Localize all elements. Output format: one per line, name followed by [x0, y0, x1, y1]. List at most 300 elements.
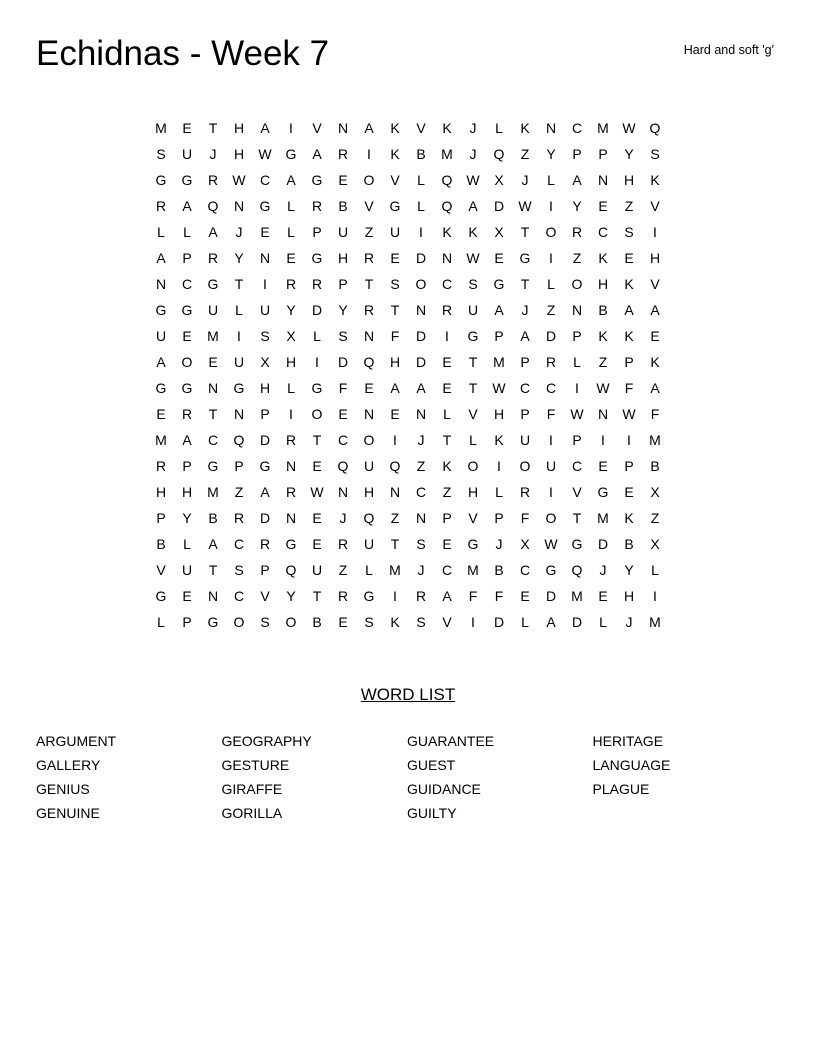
grid-letter: R	[415, 588, 427, 604]
grid-letter: M	[649, 614, 661, 630]
grid-letter: R	[181, 406, 193, 422]
grid-letter: A	[364, 120, 374, 136]
grid-letter: L	[417, 198, 425, 214]
grid-letter: C	[181, 276, 193, 292]
grid-letter: L	[365, 562, 373, 578]
grid-letter: T	[520, 276, 530, 292]
grid-letter: Z	[624, 198, 634, 214]
word-list-heading	[0, 684, 816, 706]
grid-letter: P	[182, 250, 192, 266]
grid-letter: O	[181, 354, 193, 370]
grid-letter: E	[338, 406, 348, 422]
grid-letter: G	[155, 302, 167, 318]
grid-letter: O	[363, 432, 375, 448]
grid-letter: H	[259, 380, 271, 396]
grid-letter: A	[156, 250, 166, 266]
grid-letter: W	[596, 380, 610, 396]
word-list-item: GALLERY	[36, 757, 101, 773]
grid-letter: P	[260, 406, 270, 422]
grid-letter: V	[390, 172, 400, 188]
grid-letter: I	[549, 198, 553, 214]
grid-letter: H	[389, 354, 401, 370]
grid-letter: I	[549, 432, 553, 448]
grid-letter: A	[546, 614, 556, 630]
grid-letter: U	[311, 562, 323, 578]
grid-letter: C	[441, 276, 453, 292]
grid-letter: S	[650, 146, 660, 162]
grid-letter: P	[260, 562, 270, 578]
grid-letter: L	[313, 328, 321, 344]
grid-letter: X	[520, 536, 530, 552]
grid-letter: Y	[572, 198, 582, 214]
grid-letter: T	[390, 536, 400, 552]
grid-letter: D	[597, 536, 609, 552]
grid-letter: J	[209, 146, 217, 162]
grid-letter: N	[207, 380, 219, 396]
grid-letter: G	[155, 172, 167, 188]
grid-letter: H	[467, 484, 479, 500]
grid-letter: G	[467, 536, 479, 552]
grid-letter: L	[521, 614, 529, 630]
grid-letter: L	[547, 276, 555, 292]
grid-letter: K	[624, 276, 634, 292]
grid-letter: E	[390, 250, 400, 266]
word-list-item: GIRAFFE	[221, 781, 283, 797]
grid-letter: D	[493, 198, 505, 214]
grid-letter: V	[468, 510, 478, 526]
grid-letter: I	[653, 224, 657, 240]
grid-letter: I	[367, 146, 371, 162]
grid-letter: K	[624, 510, 634, 526]
grid-letter: B	[494, 562, 504, 578]
grid-letter: R	[337, 536, 349, 552]
grid-letter: Y	[624, 146, 634, 162]
grid-letter: D	[545, 328, 557, 344]
grid-letter: U	[337, 224, 349, 240]
grid-letter: Z	[338, 562, 348, 578]
grid-letter: P	[442, 510, 452, 526]
grid-letter: Z	[442, 484, 452, 500]
grid-letter: J	[469, 120, 477, 136]
grid-letter: J	[495, 536, 503, 552]
grid-letter: A	[416, 380, 426, 396]
grid-letter: E	[338, 614, 348, 630]
grid-letter: V	[156, 562, 166, 578]
grid-letter: V	[468, 406, 478, 422]
grid-letter: E	[182, 120, 192, 136]
grid-letter: Q	[363, 354, 375, 370]
grid-letter: I	[315, 354, 319, 370]
grid-letter: N	[597, 172, 609, 188]
grid-letter: N	[571, 302, 583, 318]
grid-letter: L	[183, 536, 191, 552]
grid-letter: P	[520, 406, 530, 422]
grid-letter: A	[572, 172, 582, 188]
grid-letter: E	[650, 328, 660, 344]
grid-letter: L	[573, 354, 581, 370]
grid-letter: E	[182, 588, 192, 604]
word-list-item: LANGUAGE	[592, 757, 671, 773]
grid-letter: I	[497, 458, 501, 474]
grid-letter: U	[467, 302, 479, 318]
grid-letter: K	[650, 354, 660, 370]
grid-letter: O	[519, 458, 531, 474]
grid-letter: G	[363, 588, 375, 604]
grid-letter: O	[363, 172, 375, 188]
grid-letter: U	[363, 536, 375, 552]
grid-letter: I	[627, 432, 631, 448]
grid-letter: W	[544, 536, 558, 552]
grid-letter: I	[575, 380, 579, 396]
grid-letter: E	[338, 172, 348, 188]
grid-letter: P	[494, 328, 504, 344]
grid-letter: Q	[207, 198, 219, 214]
grid-letter: G	[181, 302, 193, 318]
grid-letter: I	[289, 406, 293, 422]
grid-letter: P	[520, 354, 530, 370]
grid-letter: T	[468, 354, 478, 370]
grid-letter: P	[598, 146, 608, 162]
grid-letter: G	[285, 146, 297, 162]
grid-letter: U	[155, 328, 167, 344]
grid-letter: Q	[441, 198, 453, 214]
grid-letter: Y	[338, 302, 348, 318]
grid-letter: I	[237, 328, 241, 344]
grid-letter: M	[597, 510, 609, 526]
grid-letter: D	[493, 614, 505, 630]
grid-letter: X	[286, 328, 296, 344]
word-list-item: ARGUMENT	[36, 733, 117, 749]
grid-letter: B	[338, 198, 348, 214]
word-list-item: GENIUS	[36, 781, 90, 797]
grid-letter: J	[599, 562, 607, 578]
grid-letter: L	[547, 172, 555, 188]
grid-letter: A	[208, 536, 218, 552]
page-title: Echidnas - Week 7	[36, 34, 330, 73]
grid-letter: E	[520, 588, 530, 604]
grid-letter: L	[157, 614, 165, 630]
grid-letter: U	[181, 562, 193, 578]
grid-letter: O	[545, 510, 557, 526]
grid-letter: L	[417, 172, 425, 188]
grid-letter: X	[260, 354, 270, 370]
grid-letter: C	[259, 172, 271, 188]
grid-letter: E	[442, 354, 452, 370]
grid-letter: W	[466, 250, 480, 266]
grid-letter: S	[416, 536, 426, 552]
grid-letter: Y	[286, 302, 296, 318]
grid-letter: U	[233, 354, 245, 370]
grid-letter: S	[260, 614, 270, 630]
letter-grid	[148, 115, 668, 635]
grid-letter: Q	[493, 146, 505, 162]
grid-letter: D	[311, 302, 323, 318]
grid-letter: D	[415, 328, 427, 344]
grid-letter: I	[289, 120, 293, 136]
grid-letter: M	[155, 120, 167, 136]
grid-letter: R	[363, 302, 375, 318]
grid-letter: G	[311, 172, 323, 188]
grid-letter: Z	[520, 146, 530, 162]
grid-letter: G	[571, 536, 583, 552]
grid-letter: N	[285, 458, 297, 474]
grid-letter: A	[494, 302, 504, 318]
grid-letter: T	[208, 120, 218, 136]
grid-letter: G	[181, 380, 193, 396]
grid-letter: E	[156, 406, 166, 422]
grid-letter: N	[389, 484, 401, 500]
grid-letter: H	[363, 484, 375, 500]
grid-letter: G	[259, 198, 271, 214]
grid-letter: H	[285, 354, 297, 370]
grid-letter: A	[260, 484, 270, 500]
grid-letter: F	[546, 406, 556, 422]
grid-letter: I	[445, 328, 449, 344]
grid-letter: A	[182, 198, 192, 214]
grid-letter: G	[259, 458, 271, 474]
grid-letter: D	[337, 354, 349, 370]
grid-letter: G	[597, 484, 609, 500]
grid-letter: H	[155, 484, 167, 500]
grid-letter: J	[417, 562, 425, 578]
grid-letter: N	[285, 510, 297, 526]
grid-letter: C	[545, 380, 557, 396]
grid-letter: E	[624, 250, 634, 266]
grid-letter: L	[287, 380, 295, 396]
grid-letter: K	[390, 146, 400, 162]
grid-letter: P	[624, 354, 634, 370]
grid-letter: G	[389, 198, 401, 214]
grid-letter: A	[390, 380, 400, 396]
grid-letter: J	[521, 172, 529, 188]
grid-letter: L	[443, 406, 451, 422]
grid-letter: C	[519, 562, 531, 578]
grid-letter: L	[183, 224, 191, 240]
grid-letter: B	[598, 302, 608, 318]
grid-letter: R	[285, 276, 297, 292]
grid-letter: W	[232, 172, 246, 188]
grid-letter: X	[650, 484, 660, 500]
grid-letter: F	[390, 328, 400, 344]
grid-letter: V	[260, 588, 270, 604]
grid-letter: M	[389, 562, 401, 578]
grid-letter: U	[363, 458, 375, 474]
word-list-item: HERITAGE	[592, 733, 664, 749]
grid-letter: A	[520, 328, 530, 344]
grid-letter: P	[572, 146, 582, 162]
grid-letter: D	[415, 250, 427, 266]
grid-letter: E	[390, 406, 400, 422]
grid-letter: Y	[546, 146, 556, 162]
grid-letter: P	[182, 614, 192, 630]
grid-letter: P	[494, 510, 504, 526]
grid-letter: I	[549, 484, 553, 500]
grid-letter: I	[393, 432, 397, 448]
grid-letter: P	[572, 432, 582, 448]
grid-letter: Q	[649, 120, 661, 136]
grid-letter: V	[650, 276, 660, 292]
grid-letter: N	[415, 406, 427, 422]
grid-letter: L	[287, 224, 295, 240]
grid-letter: R	[571, 224, 583, 240]
grid-letter: N	[259, 250, 271, 266]
grid-letter: R	[363, 250, 375, 266]
grid-letter: V	[364, 198, 374, 214]
grid-letter: V	[416, 120, 426, 136]
grid-letter: H	[493, 406, 505, 422]
grid-letter: E	[624, 484, 634, 500]
grid-letter: E	[312, 458, 322, 474]
grid-letter: R	[285, 432, 297, 448]
grid-letter: G	[467, 328, 479, 344]
grid-letter: H	[597, 276, 609, 292]
word-list-item: GENUINE	[36, 805, 100, 821]
grid-letter: E	[442, 536, 452, 552]
grid-letter: W	[570, 406, 584, 422]
grid-letter: R	[259, 536, 271, 552]
word-list-heading-text: WORD LIST	[360, 685, 456, 704]
word-list-item: PLAGUE	[592, 781, 650, 797]
grid-letter: R	[285, 484, 297, 500]
grid-letter: M	[207, 328, 219, 344]
grid-letter: Z	[364, 224, 374, 240]
grid-letter: C	[571, 120, 583, 136]
grid-letter: E	[598, 198, 608, 214]
grid-letter: U	[259, 302, 271, 318]
grid-letter: E	[494, 250, 504, 266]
grid-letter: W	[466, 172, 480, 188]
grid-letter: S	[338, 328, 348, 344]
grid-letter: O	[571, 276, 583, 292]
grid-letter: K	[442, 120, 452, 136]
grid-letter: Y	[182, 510, 192, 526]
grid-letter: C	[337, 432, 349, 448]
grid-letter: C	[597, 224, 609, 240]
grid-letter: A	[208, 224, 218, 240]
grid-letter: M	[467, 562, 479, 578]
grid-letter: A	[650, 380, 660, 396]
grid-letter: R	[207, 172, 219, 188]
grid-letter: Z	[390, 510, 400, 526]
grid-letter: P	[156, 510, 166, 526]
grid-letter: U	[519, 432, 531, 448]
grid-letter: P	[312, 224, 322, 240]
grid-letter: O	[285, 614, 297, 630]
grid-letter: K	[650, 172, 660, 188]
grid-letter: E	[260, 224, 270, 240]
grid-letter: I	[549, 250, 553, 266]
grid-letter: M	[207, 484, 219, 500]
grid-letter: T	[572, 510, 582, 526]
grid-letter: I	[419, 224, 423, 240]
grid-letter: L	[469, 432, 477, 448]
grid-letter: T	[468, 380, 478, 396]
grid-letter: N	[233, 198, 245, 214]
grid-letter: P	[234, 458, 244, 474]
grid-letter: M	[597, 120, 609, 136]
grid-letter: A	[624, 302, 634, 318]
grid-letter: S	[260, 328, 270, 344]
grid-letter: S	[416, 614, 426, 630]
grid-letter: X	[650, 536, 660, 552]
grid-letter: O	[311, 406, 323, 422]
grid-letter: J	[625, 614, 633, 630]
grid-letter: F	[624, 380, 634, 396]
grid-letter: S	[390, 276, 400, 292]
grid-letter: G	[181, 172, 193, 188]
word-list-item: GUILTY	[407, 805, 457, 821]
grid-letter: F	[650, 406, 660, 422]
grid-letter: N	[233, 406, 245, 422]
grid-letter: V	[442, 614, 452, 630]
grid-letter: P	[182, 458, 192, 474]
grid-letter: C	[415, 484, 427, 500]
grid-letter: R	[337, 146, 349, 162]
grid-letter: E	[442, 380, 452, 396]
grid-letter: A	[286, 172, 296, 188]
grid-letter: N	[441, 250, 453, 266]
grid-letter: D	[571, 614, 583, 630]
grid-letter: B	[624, 536, 634, 552]
grid-letter: I	[393, 588, 397, 604]
grid-letter: H	[623, 588, 635, 604]
word-list	[36, 729, 778, 825]
grid-letter: L	[495, 120, 503, 136]
grid-letter: G	[519, 250, 531, 266]
grid-letter: H	[233, 120, 245, 136]
grid-letter: T	[312, 588, 322, 604]
grid-letter: D	[259, 432, 271, 448]
grid-letter: W	[310, 484, 324, 500]
grid-letter: E	[364, 380, 374, 396]
grid-letter: Q	[337, 458, 349, 474]
grid-letter: N	[337, 120, 349, 136]
grid-letter: R	[545, 354, 557, 370]
grid-letter: V	[650, 198, 660, 214]
grid-letter: G	[207, 458, 219, 474]
grid-letter: F	[494, 588, 504, 604]
grid-letter: I	[263, 276, 267, 292]
grid-letter: P	[624, 458, 634, 474]
grid-letter: G	[207, 614, 219, 630]
grid-letter: Y	[234, 250, 244, 266]
grid-letter: C	[441, 562, 453, 578]
grid-letter: G	[233, 380, 245, 396]
grid-letter: B	[208, 510, 218, 526]
grid-letter: S	[468, 276, 478, 292]
grid-letter: C	[519, 380, 531, 396]
grid-letter: K	[390, 120, 400, 136]
grid-letter: B	[416, 146, 426, 162]
page-subtitle: Hard and soft 'g'	[683, 43, 774, 57]
grid-letter: O	[467, 458, 479, 474]
grid-letter: L	[495, 484, 503, 500]
grid-letter: H	[649, 250, 661, 266]
grid-letter: Q	[363, 510, 375, 526]
grid-letter: B	[156, 536, 166, 552]
grid-letter: H	[623, 172, 635, 188]
grid-letter: I	[471, 614, 475, 630]
grid-letter: Q	[285, 562, 297, 578]
grid-letter: T	[208, 406, 218, 422]
grid-letter: F	[520, 510, 530, 526]
grid-letter: M	[571, 588, 583, 604]
grid-letter: C	[233, 536, 245, 552]
grid-letter: D	[259, 510, 271, 526]
grid-letter: V	[572, 484, 582, 500]
grid-letter: G	[155, 380, 167, 396]
grid-letter: T	[208, 562, 218, 578]
